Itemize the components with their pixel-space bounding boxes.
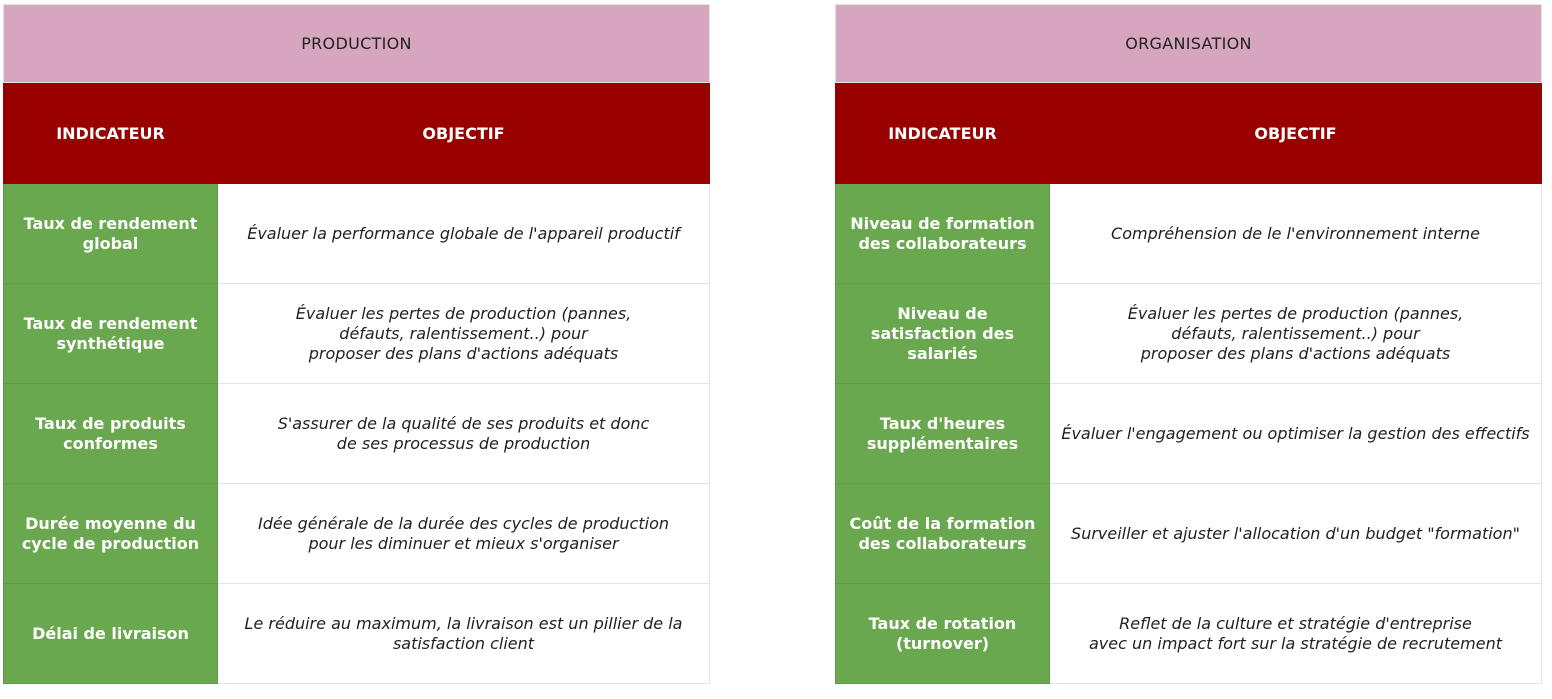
table-row	[836, 284, 1542, 384]
objective-cell: Évaluer les pertes de production (pannes, défauts, ralentissement..) pour proposer des plans d'actions adéquats	[1050, 284, 1542, 384]
indicator-cell: Taux de rotation (turnover)	[836, 584, 1050, 684]
column-header-indicator: INDICATEUR	[836, 83, 1050, 184]
organisation-table	[835, 4, 1542, 684]
column-header-indicator: INDICATEUR	[4, 83, 218, 184]
indicator-cell: Taux de rendement synthétique	[4, 284, 218, 384]
objective-cell: Compréhension de le l'environnement interne	[1050, 184, 1542, 284]
table-row	[836, 584, 1542, 684]
column-header-objective: OBJECTIF	[1050, 83, 1542, 184]
objective-cell: S'assurer de la qualité de ses produits et donc de ses processus de production	[218, 384, 710, 484]
objective-cell: Reflet de la culture et stratégie d'entreprise avec un impact fort sur la stratégie de recrutement	[1050, 584, 1542, 684]
indicator-cell: Taux de rendement global	[4, 184, 218, 284]
table-row	[4, 384, 710, 484]
production-table	[3, 4, 710, 684]
indicator-cell: Niveau de satisfaction des salariés	[836, 284, 1050, 384]
table-row	[4, 284, 710, 384]
indicator-cell: Taux de produits conformes	[4, 384, 218, 484]
table-row	[4, 584, 710, 684]
table-title: PRODUCTION	[4, 5, 710, 83]
indicator-cell: Taux d'heures supplémentaires	[836, 384, 1050, 484]
objective-cell: Idée générale de la durée des cycles de production pour les diminuer et mieux s'organiser	[218, 484, 710, 584]
table-row	[4, 484, 710, 584]
table-row	[836, 384, 1542, 484]
column-header-objective: OBJECTIF	[218, 83, 710, 184]
indicator-cell: Coût de la formation des collaborateurs	[836, 484, 1050, 584]
indicator-cell: Niveau de formation des collaborateurs	[836, 184, 1050, 284]
table-row	[836, 184, 1542, 284]
objective-cell: Surveiller et ajuster l'allocation d'un budget "formation"	[1050, 484, 1542, 584]
table-row	[836, 484, 1542, 584]
objective-cell: Évaluer la performance globale de l'appareil productif	[218, 184, 710, 284]
indicator-cell: Durée moyenne du cycle de production	[4, 484, 218, 584]
indicator-cell: Délai de livraison	[4, 584, 218, 684]
table-row	[4, 184, 710, 284]
objective-cell: Évaluer l'engagement ou optimiser la gestion des effectifs	[1050, 384, 1542, 484]
objective-cell: Le réduire au maximum, la livraison est un pillier de la satisfaction client	[218, 584, 710, 684]
table-title: ORGANISATION	[836, 5, 1542, 83]
objective-cell: Évaluer les pertes de production (pannes, défauts, ralentissement..) pour proposer des plans d'actions adéquats	[218, 284, 710, 384]
